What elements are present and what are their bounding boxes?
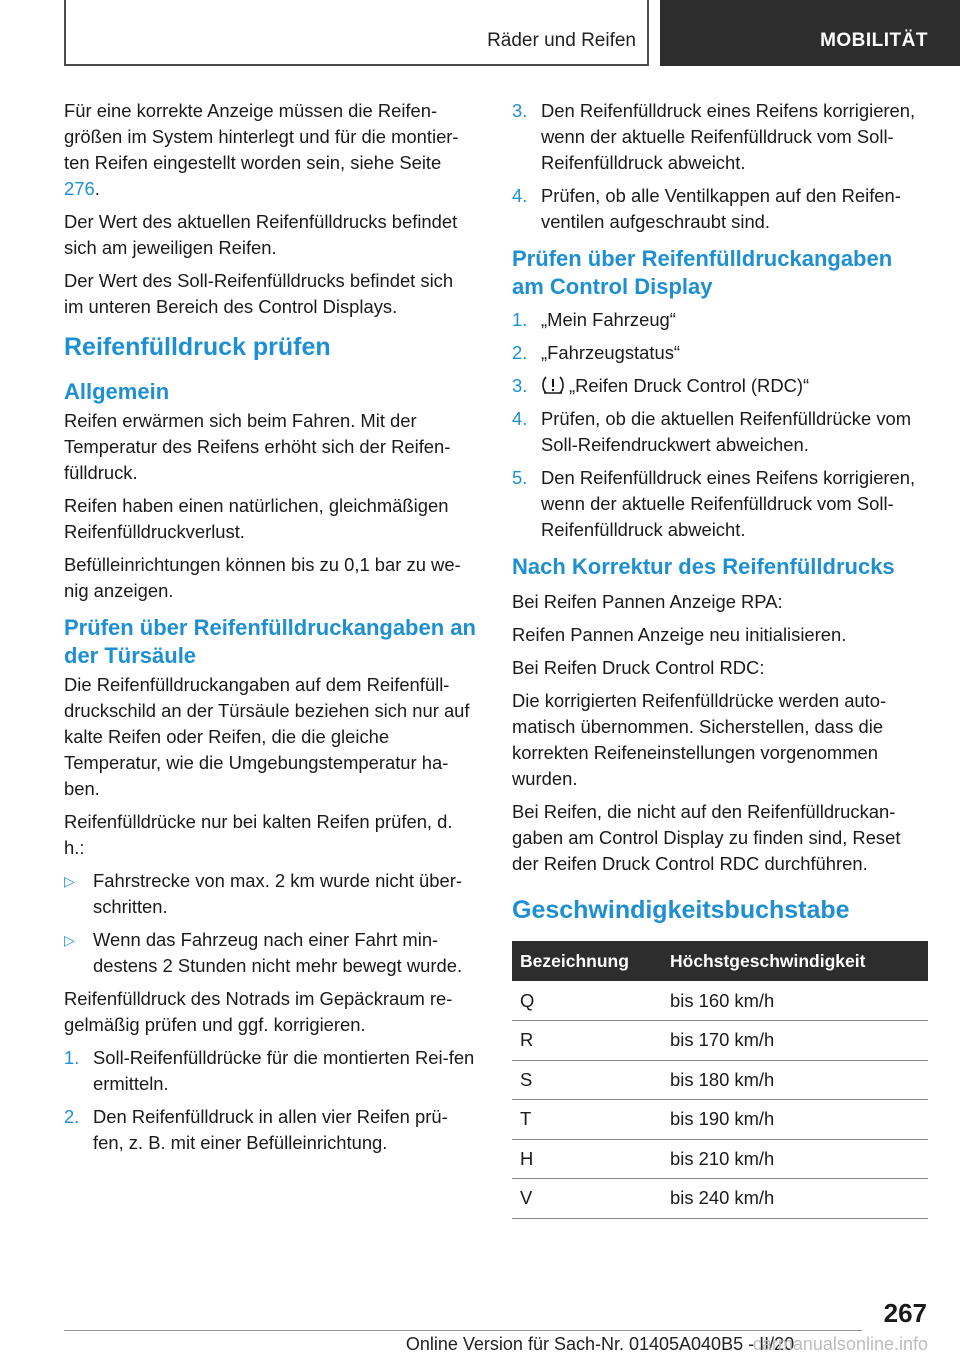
tire-pressure-warning-icon [541,374,565,396]
table-cell: bis 240 km/h [662,1179,928,1219]
paragraph: Befülleinrichtungen können bis zu 0,1 bar zu we-nig anzeigen. [64,554,461,601]
paragraph: Bei Reifen Pannen Anzeige RPA: [512,591,783,612]
table-cell: bis 170 km/h [662,1021,928,1061]
paragraph: Der Wert des aktuellen Reifenfülldrucks befindet sich am jeweiligen Reifen. [64,211,458,258]
table-cell: T [512,1100,662,1140]
paragraph: Reifen Pannen Anzeige neu initialisieren. [512,624,847,645]
table-cell: Q [512,981,662,1021]
table-cell: S [512,1060,662,1100]
step-item: 2. Den Reifenfülldruck in allen vier Reifen prü-fen, z. B. mit einer Befülleinrichtung. [64,1106,448,1153]
chapter-tab [660,0,960,66]
footer-divider [64,1330,862,1331]
step-item: 2. „Fahrzeugstatus“ [512,342,681,363]
heading-control-display: Prüfen über Reifenfülldruckangaben am Control Display [512,246,893,299]
heading-tuersaeule: Prüfen über Reifenfülldruckangaben an der Türsäule [64,615,476,668]
table-row [512,1021,928,1061]
step-item: 5. Den Reifenfülldruck eines Reifens korrigieren, wenn der aktuelle Reifenfülldruck vom Soll-Reifenfülldruck abweicht. [512,467,916,540]
watermark: carmanualsonline.info [752,1334,928,1354]
bullet-item: ▷ Wenn das Fahrzeug nach einer Fahrt min-destens 2 Stunden nicht mehr bewegt wurde. [64,929,463,976]
paragraph: Für eine korrekte Anzeige müssen die Reifen-größen im System hinterlegt und für die montier-ten Reifen eingestellt worden sein, siehe Seite 276. [64,100,459,199]
heading-reifenfuelldruck-pruefen: Reifenfülldruck prüfen [64,333,331,361]
table-row [512,1179,928,1219]
bullet-item: ▷ Fahrstrecke von max. 2 km wurde nicht über-schritten. [64,870,462,917]
heading-allgemein: Allgemein [64,379,170,404]
column-header: Höchstgeschwindigkeit [662,941,928,981]
triangle-bullet-icon: ▷ [64,932,75,948]
page-reference-link[interactable]: 276 [64,178,95,199]
paragraph: Die korrigierten Reifenfülldrücke werden auto-matisch übernommen. Sicherstellen, dass die korrekten Reifeneinstellungen vorgenommen wurden. [512,690,887,789]
chapter-title: MOBILITÄT [820,30,928,51]
table-cell: bis 160 km/h [662,981,928,1021]
table-header-row [512,941,928,981]
table-cell: bis 210 km/h [662,1139,928,1179]
step-item: 3. „Reifen Druck Control (RDC)“ [512,375,810,396]
column-header: Bezeichnung [512,941,662,981]
table-row [512,981,928,1021]
paragraph: Der Wert des Soll-Reifenfülldrucks befindet sich im unteren Bereich des Control Displays. [64,270,454,317]
paragraph: Reifen haben einen natürlichen, gleichmäßigen Reifenfülldruckverlust. [64,495,449,542]
table-cell: bis 190 km/h [662,1100,928,1140]
table-row [512,1100,928,1140]
paragraph: Reifen erwärmen sich beim Fahren. Mit der Temperatur des Reifens erhöht sich der Reifen-fülldruck. [64,410,451,483]
step-item: 4. Prüfen, ob alle Ventilkappen auf den Reifen-ventilen aufgeschraubt sind. [512,185,901,232]
heading-geschwindigkeitsbuchstabe: Geschwindigkeitsbuchstabe [512,896,850,924]
speed-rating-table [512,941,928,1219]
paragraph: Bei Reifen, die nicht auf den Reifenfülldruckan-gaben am Control Display zu finden sind, Reset der Reifen Druck Control RDC durchführen. [512,801,901,874]
section-title: Räder und Reifen [487,30,636,51]
step-item: 4. Prüfen, ob die aktuellen Reifenfülldrücke vom Soll-Reifendruckwert abweichen. [512,408,912,455]
table-row [512,1139,928,1179]
table-cell: R [512,1021,662,1061]
step-item: 1. „Mein Fahrzeug“ [512,309,676,330]
right-column [512,98,928,1219]
table-cell: bis 180 km/h [662,1060,928,1100]
paragraph: Reifenfülldrücke nur bei kalten Reifen prüfen, d. h.: [64,811,453,858]
step-item: 1. Soll-Reifenfülldrücke für die montierten Rei-fen ermitteln. [64,1047,475,1094]
table-cell: H [512,1139,662,1179]
paragraph: Reifenfülldruck des Notrads im Gepäckraum re-gelmäßig prüfen und ggf. korrigieren. [64,988,453,1035]
paragraph: Die Reifenfülldruckangaben auf dem Reifenfüll-druckschild an der Türsäule beziehen sich nur auf kalte Reifen oder Reifen, die die gleiche Temperatur, wie die Umgebungstemperatur ha-ben. [64,674,470,799]
paragraph: Bei Reifen Druck Control RDC: [512,657,765,678]
triangle-bullet-icon: ▷ [64,873,75,889]
heading-nach-korrektur: Nach Korrektur des Reifenfülldrucks [512,554,895,579]
footer-version: Online Version für Sach-Nr. 01405A040B5 - II/20 [405,1334,795,1354]
table-row [512,1060,928,1100]
step-item: 3. Den Reifenfülldruck eines Reifens korrigieren, wenn der aktuelle Reifenfülldruck vom Soll-Reifenfülldruck abweicht. [512,100,916,173]
left-column [64,98,476,1163]
table-cell: V [512,1179,662,1219]
page-number: 267 [883,1298,927,1328]
